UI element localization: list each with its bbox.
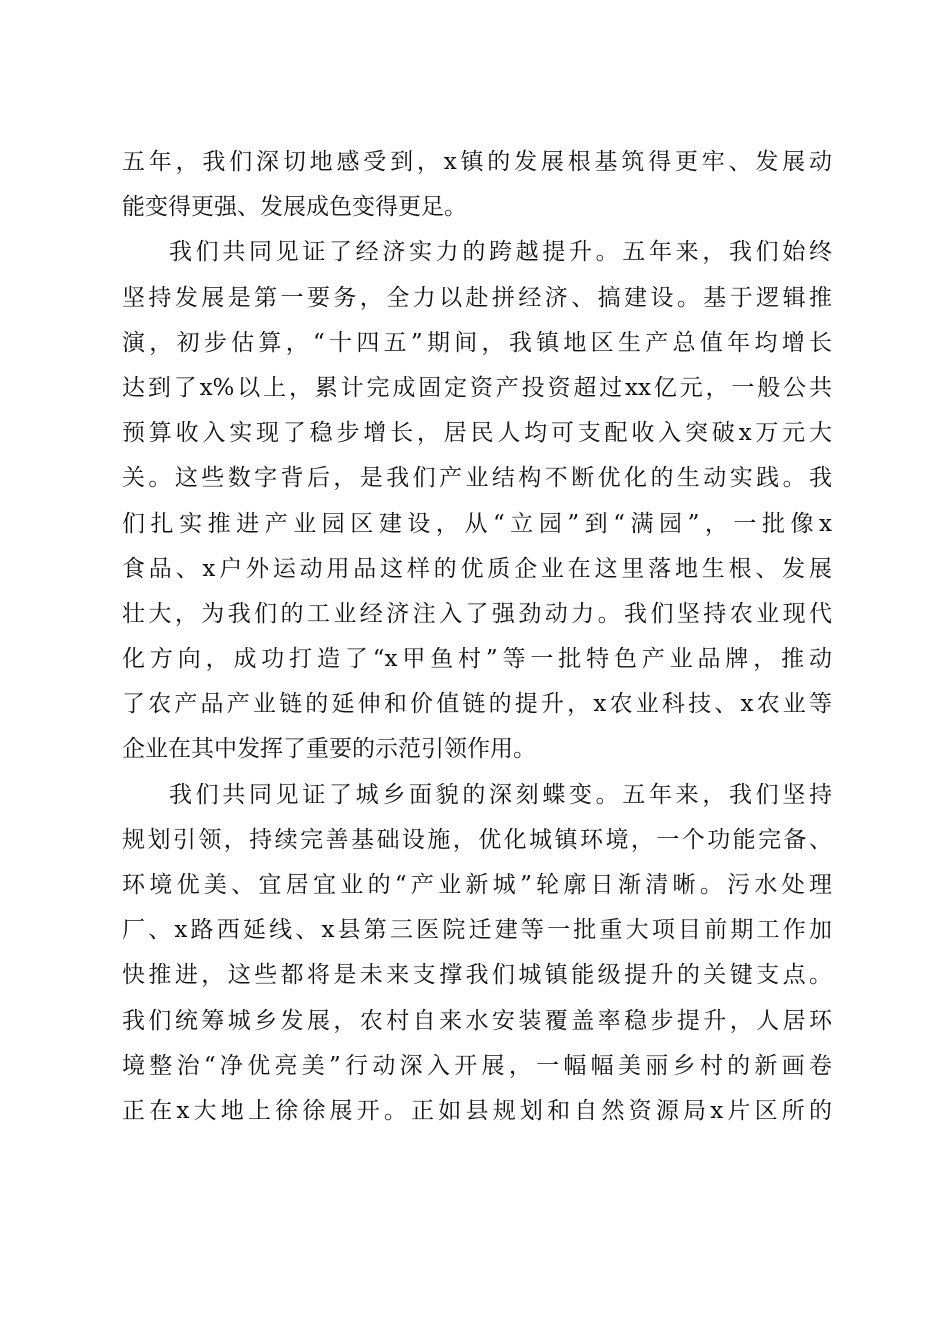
text-line: 演，初步估算，“十四五”期间，我镇地区生产总值年均增长: [122, 329, 832, 356]
text-line: 厂、x路西延线、x县第三医院迁建等一批重大项目前期工作加: [122, 917, 832, 944]
text-line: 了农产品产业链的延伸和价值链的提升，x农业科技、x农业等: [122, 691, 832, 718]
text-line: 们扎实推进产业园区建设，从“立园”到“满园”，一批像x: [122, 510, 832, 537]
text-line: 坚持发展是第一要务，全力以赴拼经济、搞建设。基于逻辑推: [122, 284, 832, 311]
text-line: 预算收入实现了稳步增长，居民人均可支配收入突破x万元大: [122, 420, 832, 447]
text-line: 企业在其中发挥了重要的示范引领作用。: [122, 736, 536, 763]
text-line: 五年，我们深切地感受到，x镇的发展根基筑得更牢、发展动: [122, 149, 832, 175]
text-line: 壮大，为我们的工业经济注入了强劲动力。我们坚持农业现代: [122, 600, 832, 627]
text-line: 我们共同见证了城乡面貌的深刻蝶变。五年来，我们坚持: [169, 781, 832, 808]
text-line: 关。这些数字背后，是我们产业结构不断优化的生动实践。我: [122, 465, 832, 492]
text-line: 我们统筹城乡发展，农村自来水安装覆盖率稳步提升，人居环: [122, 1007, 832, 1034]
text-line: 快推进，这些都将是未来支撑我们城镇能级提升的关键支点。: [122, 962, 832, 989]
paragraph: [122, 140, 832, 230]
text-line: 食品、x户外运动用品这样的优质企业在这里落地生根、发展: [122, 555, 832, 582]
text-line: 能变得更强、发展成色变得更足。: [122, 194, 467, 221]
paragraph: [122, 773, 832, 1135]
text-line: 化方向，成功打造了“x甲鱼村”等一批特色产业品牌，推动: [122, 646, 832, 673]
text-line: 我们共同见证了经济实力的跨越提升。五年来，我们始终: [169, 239, 832, 266]
document-body: [122, 140, 832, 1134]
paragraph: [122, 230, 832, 772]
text-line: 达到了x%以上，累计完成固定资产投资超过xx亿元，一般公共: [122, 374, 832, 401]
text-line: 环境优美、宜居宜业的“产业新城”轮廓日渐清晰。污水处理: [122, 872, 832, 898]
text-line: 境整治“净优亮美”行动深入开展，一幅幅美丽乡村的新画卷: [122, 1052, 832, 1079]
text-line: 规划引领，持续完善基础设施，优化城镇环境，一个功能完备、: [122, 826, 832, 853]
text-line: 正在x大地上徐徐展开。正如县规划和自然资源局x片区所的: [122, 1097, 832, 1124]
